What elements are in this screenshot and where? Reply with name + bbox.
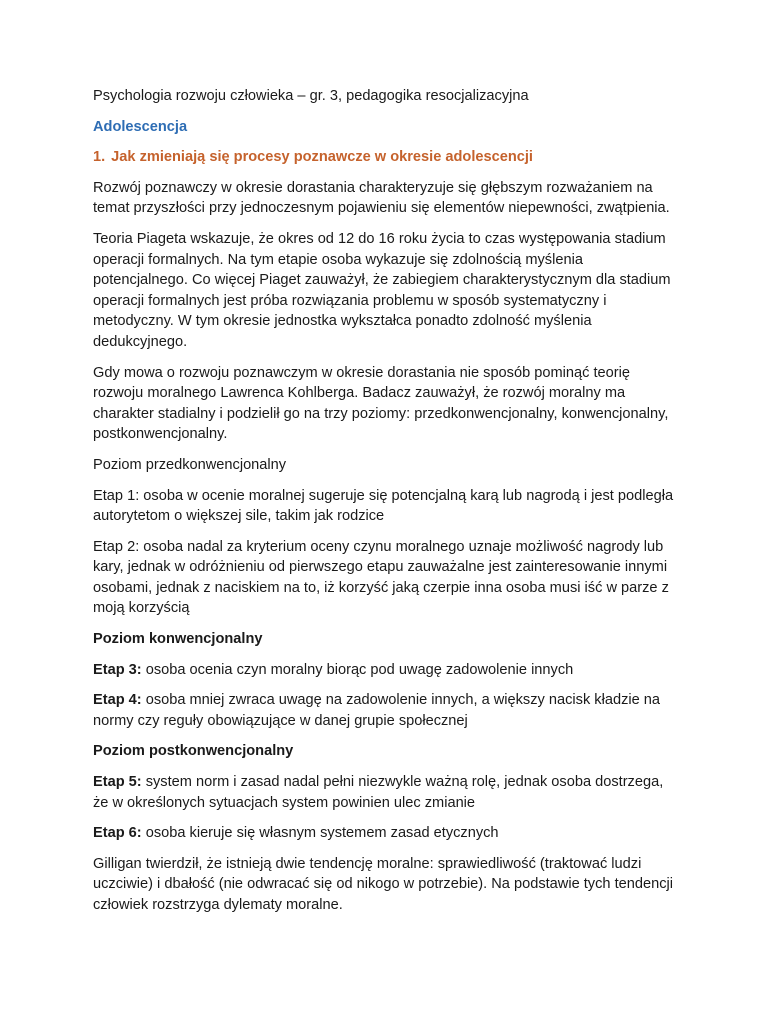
stage-2: Etap 2: osoba nadal za kryterium oceny czynu moralnego uznaje możliwość nagrody lub kary, jednak w odróżnieniu od pierwszego etapu zauważalne jest zainteresowanie innymi osobami, jednak z naciskiem na to, iż korzyść jaką czerpie inna osoba musi iść w parze z moją korzyścią (93, 538, 669, 617)
course-line: Psychologia rozwoju człowieka – gr. 3, pedagogika resocjalizacyjna (93, 88, 529, 104)
level-preconventional-title: Poziom przedkonwencjonalny (93, 456, 287, 473)
paragraph-kohlberg: Gdy mowa o rozwoju poznawczym w okresie dorastania nie sposób pominąć teorię rozwoju moralnego Lawrenca Kohlberga. Badacz zauważył, że rozwój moralny ma charakter stadialny i podzielił go na trzy poziomy: przedkonwencjonalny, konwencjonalny, postkonwencjonalny. (93, 364, 669, 443)
stage-6-text: osoba kieruje się własnym systemem zasad etycznych (141, 825, 499, 842)
stage-3-label: Etap 3: (93, 661, 142, 678)
paragraph-gilligan: Gilligan twierdził, że istnieją dwie tendencję moralne: sprawiedliwość (traktować ludzi uczciwie) i dbałość (nie odwracać się od nikogo w potrzebie). Na podstawie tych tendencji człowiek rozstrzyga dylematy moralne. (93, 855, 673, 913)
stage-4-label: Etap 4: (93, 692, 142, 709)
stage-4-text: osoba mniej zwraca uwagę na zadowolenie innych, a większy nacisk kładzie na normy czy reguły obowiązujące w danej grupie społecznej (93, 692, 661, 729)
stage-5-text: system norm i zasad nadal pełni niezwykle ważną rolę, jednak osoba dostrzega, że w określonych sytuacjach system powinien ulec zmianie (93, 774, 664, 811)
question-heading (93, 147, 680, 168)
stage-5-label: Etap 5: (93, 774, 142, 791)
paragraph-piaget: Teoria Piageta wskazuje, że okres od 12 do 16 roku życia to czas występowania stadium operacji formalnych. Na tym etapie osoba wykazuje się zdolnością myślenia potencjalnego. Co więcej Piaget zauważył, że zabiegiem charakterystycznym dla stadium operacji formalnych jest próba rozwiązania problemu w sposób systematyczny i metodyczny. W tym okresie jednostka wykształca ponadto zdolność myślenia dedukcyjnego. (93, 230, 671, 350)
stage-6-label: Etap 6: (93, 825, 142, 842)
stage-3 (93, 660, 680, 681)
question-number: 1. (93, 149, 106, 166)
stage-6 (93, 823, 680, 844)
question-text: Jak zmieniają się procesy poznawcze w okresie adolescencji (111, 149, 533, 166)
stage-5 (93, 772, 680, 813)
stage-1: Etap 1: osoba w ocenie moralnej sugeruje się potencjalną karą lub nagrodą i jest podległa autorytetom o większej sile, takim jak rodzice (93, 487, 674, 525)
stage-4 (93, 690, 680, 731)
level-postconventional-title: Poziom postkonwencjonalny (93, 743, 294, 760)
section-title: Adolescencja (93, 118, 188, 135)
paragraph-cognitive-development: Rozwój poznawczy w okresie dorastania charakteryzuje się głębszym rozważaniem na temat przyszłości przy jednoczesnym pojawieniu się elementów niepewności, zwątpienia. (93, 179, 670, 217)
level-conventional-title: Poziom konwencjonalny (93, 631, 263, 648)
stage-3-text: osoba ocenia czyn moralny biorąc pod uwagę zadowolenie innych (141, 661, 574, 678)
